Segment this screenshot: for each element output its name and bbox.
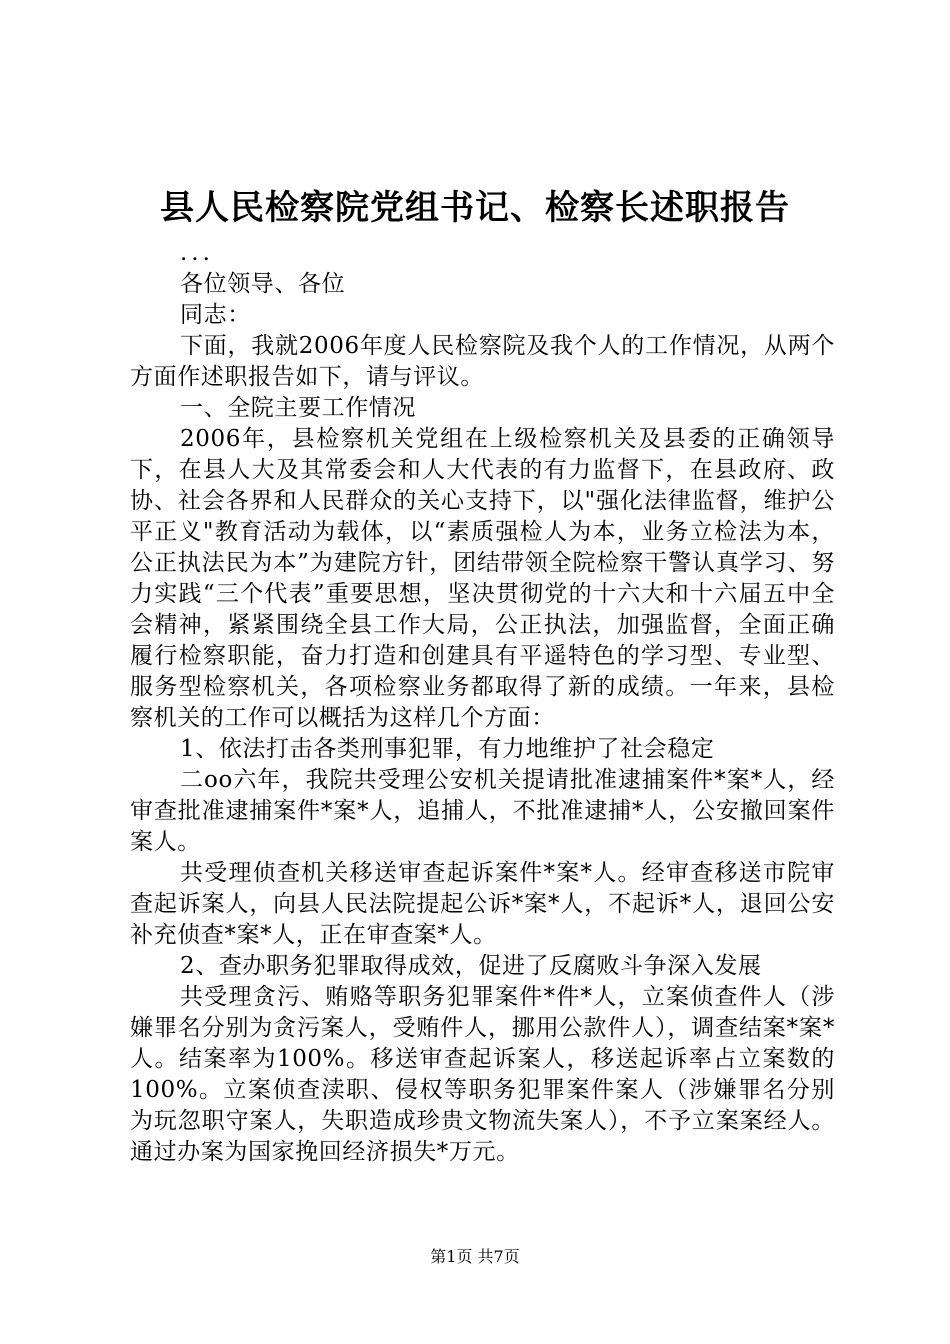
- section-heading-1: 一、全院主要工作情况: [180, 395, 416, 421]
- paragraph-arrests: 二oo六年，我院共受理公安机关提请批准逮捕案件*案*人，经审查批准逮捕案件*案*人，追捕人，不批准逮捕*人，公安撤回案件案人。: [130, 767, 835, 855]
- subheading-2: 2、查办职务犯罪取得成效，促进了反腐败斗争深入发展: [180, 953, 762, 979]
- ellipsis-line: ...: [180, 240, 214, 266]
- paragraph-corruption: 共受理贪污、贿赂等职务犯罪案件*件*人，立案侦查件人（涉嫌罪名分别为贪污案人，受贿件人，挪用公款件人），调查结案*案*人。结案率为100%。移送审查起诉案人，移送起诉率占立案数的100%。立案侦查渎职、侵权等职务犯罪案件案人（涉嫌罪名分别为玩忽职守案人，失职造成珍贵文物流失案人），不予立案案经人。通过办案为国家挽回经济损失*万元。: [130, 984, 835, 1165]
- salutation-line-1: 各位领导、各位: [180, 271, 346, 297]
- page-footer: 第1页 共7页: [430, 1247, 520, 1266]
- document-body: [130, 238, 835, 1168]
- paragraph-prosecution: 共受理侦查机关移送审查起诉案件*案*人。经审查移送市院审查起诉案人，向县人民法院提起公诉*案*人，不起诉*人，退回公安补充侦查*案*人，正在审查案*人。: [130, 860, 835, 948]
- overview-paragraph: 2006年，县检察机关党组在上级检察机关及县委的正确领导下，在县人大及其常委会和人大代表的有力监督下，在县政府、政协、社会各界和人民群众的关心支持下，以"强化法律监督，维护公平正义"教育活动为载体，以“素质强检人为本，业务立检法为本，公正执法民为本”为建院方针，团结带领全院检察干警认真学习、努力实践“三个代表”重要思想，坚决贯彻党的十六大和十六届五中全会精神，紧紧围绕全县工作大局，公正执法，加强监督，全面正确履行检察职能，奋力打造和创建具有平遥特色的学习型、专业型、服务型检察机关，各项检察业务都取得了新的成绩。一年来，县检察机关的工作可以概括为这样几个方面：: [130, 426, 835, 731]
- salutation-line-2: 同志：: [180, 302, 251, 328]
- intro-paragraph: 下面，我就2006年度人民检察院及我个人的工作情况，从两个方面作述职报告如下，请与评议。: [130, 333, 835, 390]
- subheading-1: 1、依法打击各类刑事犯罪，有力地维护了社会稳定: [180, 736, 715, 762]
- document-title: 县人民检察院党组书记、检察长述职报告: [160, 188, 790, 228]
